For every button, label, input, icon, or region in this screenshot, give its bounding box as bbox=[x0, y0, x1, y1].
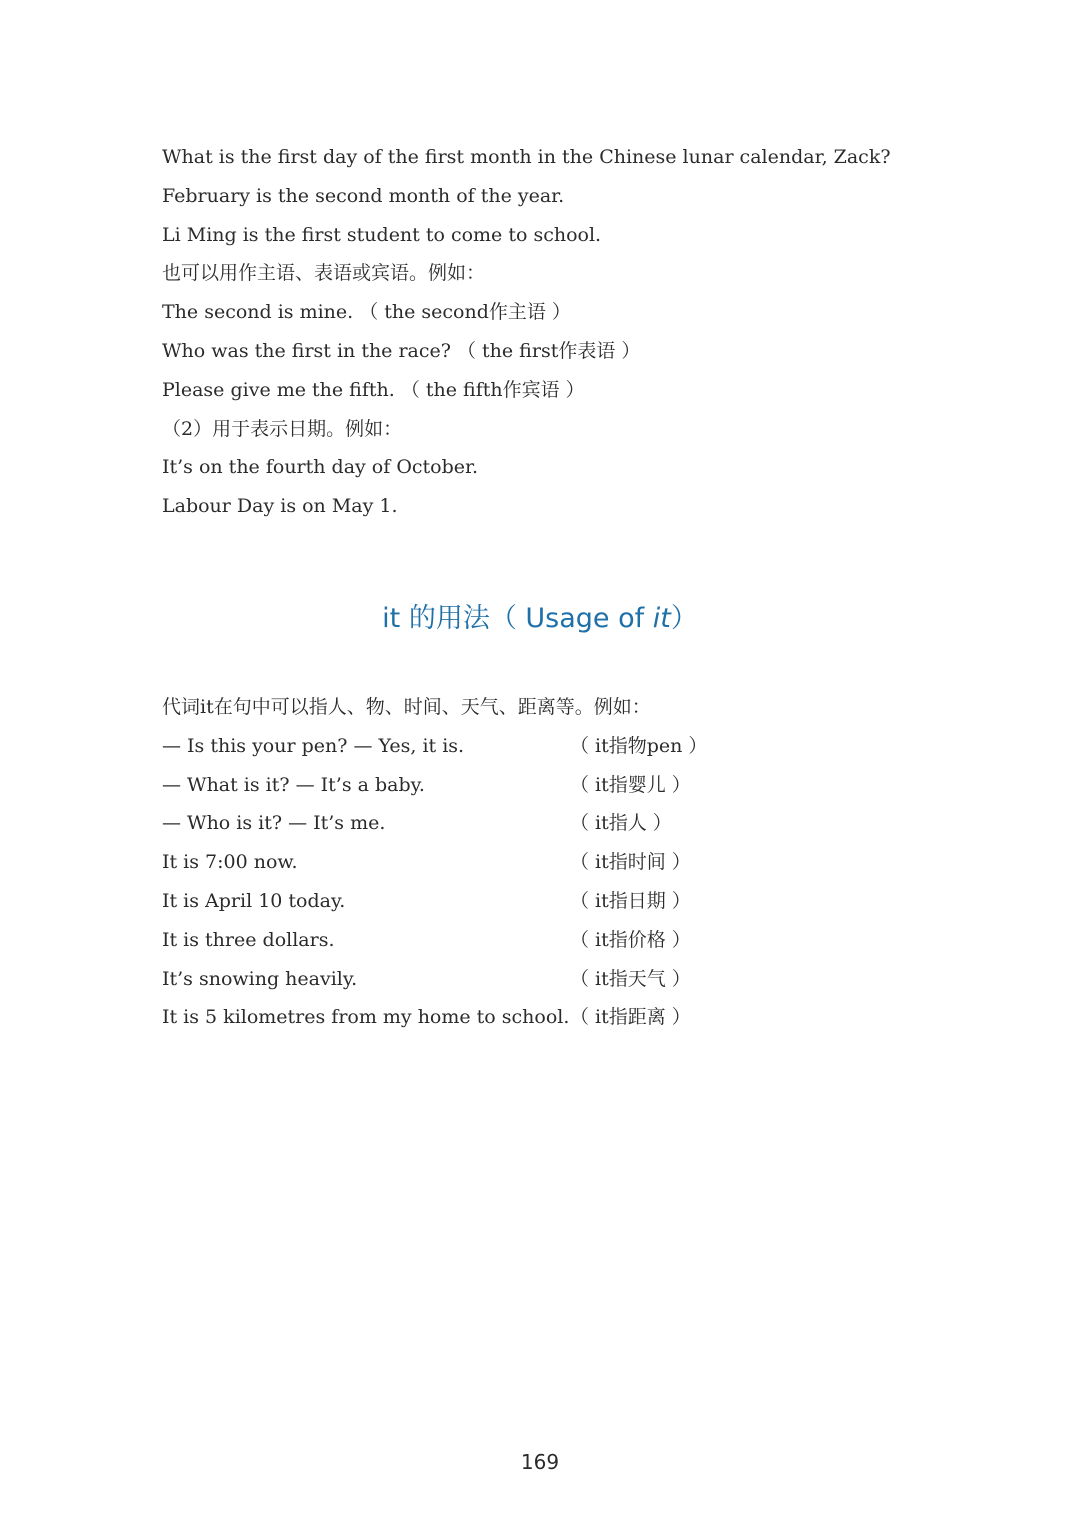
section-intro: 代词it在句中可以指人、物、时间、天气、距离等。例如： bbox=[162, 696, 651, 718]
text-line: Li Ming is the first student to come to school. bbox=[162, 223, 602, 246]
text-line: （2）用于表示日期。例如： bbox=[162, 417, 403, 440]
section-heading-suffix: ） bbox=[670, 603, 698, 634]
example-sentence: It’s snowing heavily. bbox=[162, 967, 358, 990]
section-heading-prefix: it 的用法（ Usage of bbox=[382, 603, 653, 634]
example-sentence: It is 5 kilometres from my home to school. bbox=[162, 1006, 570, 1029]
example-row bbox=[162, 882, 922, 921]
text-line: Please give me the fifth. （ the fifth作宾语 ） bbox=[162, 378, 585, 401]
example-note: （ it指物pen ） bbox=[570, 734, 708, 757]
text-line: It’s on the fourth day of October. bbox=[162, 456, 479, 479]
example-sentence: — Is this your pen? — Yes, it is. bbox=[162, 734, 465, 757]
page-number: 169 bbox=[520, 1450, 560, 1474]
example-note: （ it指价格 ） bbox=[570, 928, 691, 951]
example-row bbox=[162, 766, 922, 805]
example-note: （ it指日期 ） bbox=[570, 889, 691, 912]
example-note: （ it指人 ） bbox=[570, 812, 672, 835]
text-line: Labour Day is on May 1. bbox=[162, 495, 398, 518]
ordinal-usage-examples bbox=[162, 138, 922, 526]
text-line: What is the first day of the first month in the Chinese lunar calendar, Zack? bbox=[162, 146, 891, 168]
example-sentence: — Who is it? — It’s me. bbox=[162, 812, 386, 835]
example-sentence: It is April 10 today. bbox=[162, 889, 346, 912]
example-row bbox=[162, 843, 922, 882]
example-note: （ it指时间 ） bbox=[570, 851, 691, 874]
example-sentence: It is 7:00 now. bbox=[162, 851, 298, 874]
example-row bbox=[162, 960, 922, 999]
example-row bbox=[162, 727, 922, 766]
text-line: Who was the first in the race? （ the first作表语 ） bbox=[162, 339, 641, 362]
section-heading-italic: it bbox=[652, 603, 671, 634]
example-row bbox=[162, 804, 922, 843]
text-line: February is the second month of the year. bbox=[162, 184, 565, 207]
example-note: （ it指婴儿 ） bbox=[570, 773, 691, 796]
example-row bbox=[162, 921, 922, 960]
example-row bbox=[162, 998, 922, 1037]
text-line: The second is mine. （ the second作主语 ） bbox=[162, 301, 571, 324]
section-heading bbox=[0, 596, 1080, 635]
example-sentence: — What is it? — It’s a baby. bbox=[162, 773, 425, 796]
text-line: 也可以用作主语、表语或宾语。例如： bbox=[162, 262, 486, 285]
example-sentence: It is three dollars. bbox=[162, 928, 335, 951]
example-note: （ it指距离 ） bbox=[570, 1006, 691, 1029]
example-note: （ it指天气 ） bbox=[570, 967, 691, 990]
it-usage-examples bbox=[162, 688, 922, 1037]
